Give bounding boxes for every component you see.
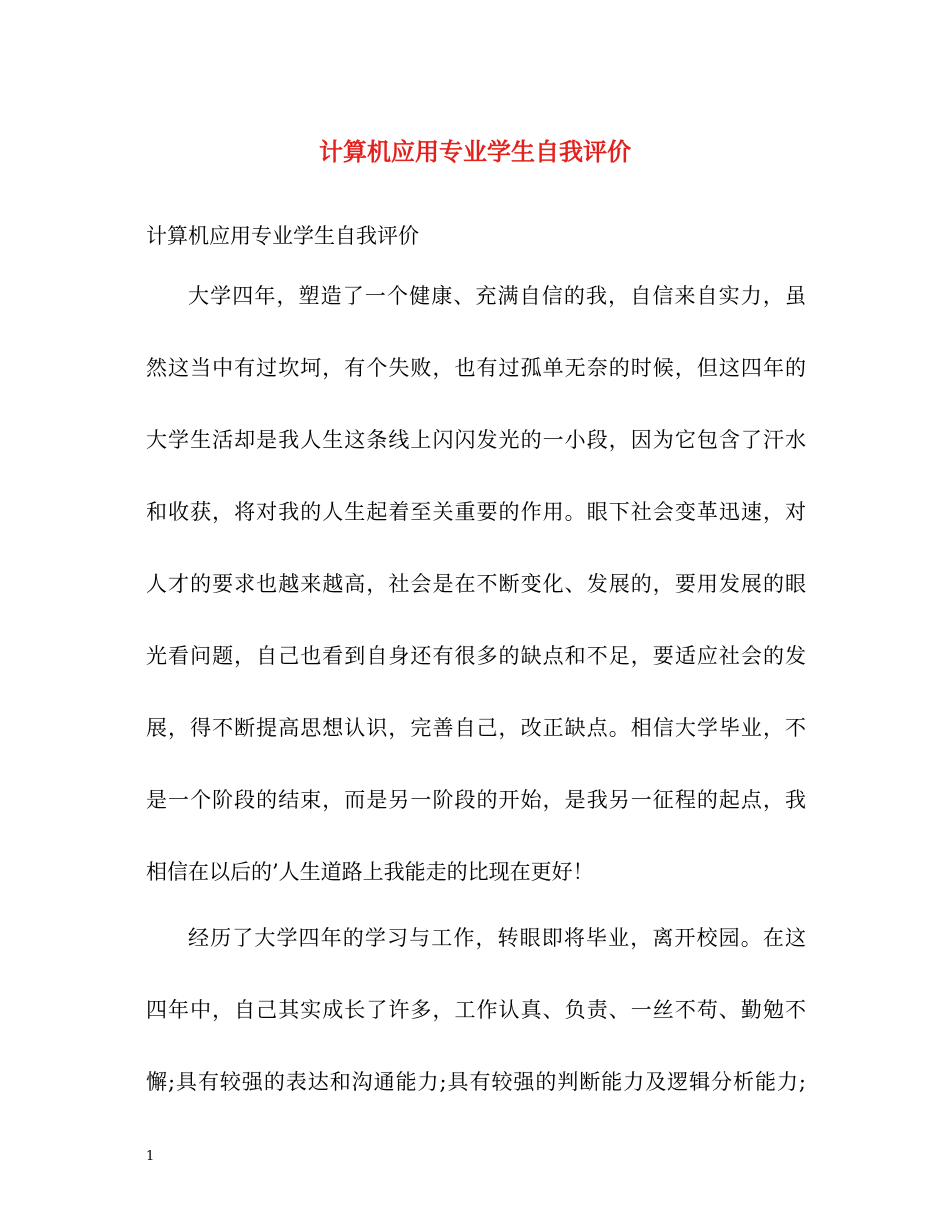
paragraph-1-line-5: 人才的要求也越来越高，社会是在不断变化、发展的，要用发展的眼 (146, 572, 806, 596)
paragraph-2-line-3: 懈;具有较强的表达和沟通能力;具有较强的判断能力及逻辑分析能力; (146, 1070, 806, 1094)
paragraph-1-line-3: 大学生活却是我人生这条线上闪闪发光的一小段，因为它包含了汗水 (146, 428, 806, 452)
paragraph-1-line-9: 相信在以后的’人生道路上我能走的比现在更好！ (146, 860, 594, 884)
paragraph-2-line-1: 经历了大学四年的学习与工作，转眼即将毕业，离开校园。在这 (188, 926, 806, 950)
paragraph-1-line-6: 光看问题，自己也看到自身还有很多的缺点和不足，要适应社会的发 (146, 644, 806, 668)
paragraph-1-line-4: 和收获，将对我的人生起着至关重要的作用。眼下社会变革迅速，对 (146, 500, 806, 524)
document-title: 计算机应用专业学生自我评价 (319, 137, 631, 166)
paragraph-1-line-1: 大学四年，塑造了一个健康、充满自信的我，自信来自实力，虽 (188, 284, 806, 308)
paragraph-1-line-7: 展，得不断提高思想认识，完善自己，改正缺点。相信大学毕业，不 (146, 716, 806, 740)
page-number: 1 (146, 1149, 155, 1164)
document-subtitle: 计算机应用专业学生自我评价 (146, 224, 419, 248)
paragraph-2-line-2: 四年中，自己其实成长了许多，工作认真、负责、一丝不苟、勤勉不 (146, 998, 806, 1022)
paragraph-1-line-8: 是一个阶段的结束，而是另一阶段的开始，是我另一征程的起点，我 (146, 788, 806, 812)
paragraph-1-line-2: 然这当中有过坎坷，有个失败，也有过孤单无奈的时候，但这四年的 (146, 356, 806, 380)
